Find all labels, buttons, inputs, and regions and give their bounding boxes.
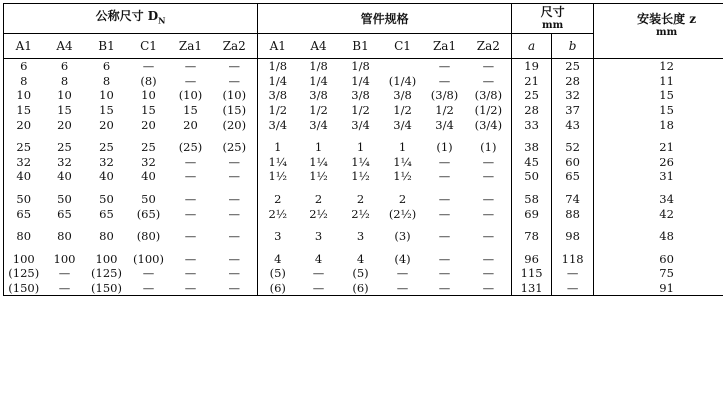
table-cell: 1½	[268, 169, 288, 184]
table-cell: 1/4	[309, 73, 328, 88]
table-row	[4, 155, 723, 170]
table-cell: —	[212, 155, 258, 170]
table-cell: 1	[398, 140, 407, 155]
table-cell: 25	[141, 140, 156, 155]
table-cell: 8	[102, 73, 111, 88]
table-cell: 1/8	[268, 59, 288, 74]
table-cell: 3/8	[268, 88, 288, 103]
table-cell: (20)	[212, 117, 258, 132]
table-row	[4, 74, 723, 89]
table-row	[4, 192, 723, 207]
table-cell: 98	[552, 229, 594, 244]
table-cell: 60	[552, 155, 594, 170]
table-cell: 2½	[309, 206, 328, 221]
table-cell: (1/4)	[388, 73, 417, 88]
table-cell: 40	[99, 169, 114, 184]
table-cell: 15	[99, 103, 114, 118]
table-cell: 19	[512, 59, 552, 74]
table-cell: —	[438, 192, 451, 207]
column-header: C1	[128, 34, 170, 59]
table-cell: 40	[4, 169, 44, 184]
table-cell: 40	[57, 169, 72, 184]
table-cell: —	[184, 169, 197, 184]
table-cell: 65	[552, 169, 594, 184]
table-cell: 25	[57, 140, 72, 155]
table-cell: 37	[552, 103, 594, 118]
table-cell: 15	[183, 103, 198, 118]
table-cell: 4	[274, 251, 282, 266]
table-cell: 20	[99, 117, 114, 132]
table-cell: 45	[512, 155, 552, 170]
table-cell: (1/2)	[466, 103, 512, 118]
table-cell: 2	[398, 192, 407, 207]
table-cell: (1)	[436, 140, 453, 155]
table-cell: 15	[57, 103, 72, 118]
table-cell: —	[466, 206, 512, 221]
column-header: Za2	[212, 34, 258, 59]
table-cell: 88	[552, 206, 594, 221]
table-cell: 25	[99, 140, 114, 155]
table-cell: 15	[141, 103, 156, 118]
table-cell: (10)	[212, 88, 258, 103]
table-cell: —	[466, 252, 512, 267]
table-cell: —	[142, 59, 155, 74]
table-cell: (6)	[340, 281, 382, 296]
table-cell: 1¼	[268, 154, 288, 169]
table-cell: —	[438, 154, 451, 169]
table-row	[4, 281, 723, 296]
table-row	[4, 140, 723, 155]
table-cell: 28	[512, 103, 552, 118]
table-cell: —	[438, 266, 451, 281]
table-cell: (5)	[352, 266, 369, 281]
table-cell: —	[184, 59, 197, 74]
table-cell: (25)	[212, 140, 258, 155]
column-header: A1	[258, 34, 298, 59]
group-spacer	[4, 132, 723, 140]
table-cell: —	[552, 266, 594, 281]
table-cell: 115	[512, 266, 552, 281]
table-row	[4, 169, 723, 184]
column-header: b	[552, 34, 594, 59]
table-row	[4, 252, 723, 267]
table-cell: 69	[512, 206, 552, 221]
table-row	[4, 266, 723, 281]
table-cell: 100	[4, 252, 44, 267]
table-cell: 38	[512, 140, 552, 155]
table-cell: —	[184, 206, 197, 221]
table-cell: 100	[53, 251, 76, 266]
table-cell: —	[466, 74, 512, 89]
column-header: C1	[382, 34, 424, 59]
table-cell: 1	[314, 140, 323, 155]
table-cell: —	[212, 266, 258, 281]
table-cell: (150)	[4, 281, 44, 296]
table-cell: —	[212, 206, 258, 221]
table-cell: —	[466, 229, 512, 244]
table-cell: 32	[99, 154, 114, 169]
table-cell: 1/2	[309, 103, 328, 118]
table-cell: —	[396, 266, 409, 281]
table-cell: 28	[552, 74, 594, 89]
table-cell: 11	[594, 74, 723, 89]
table-cell: 1/2	[435, 103, 454, 118]
table-cell: 131	[512, 281, 552, 296]
column-header: A4	[298, 34, 340, 59]
table-cell: 2	[314, 192, 323, 207]
table-cell: 3/4	[309, 117, 328, 132]
table-cell: 18	[594, 117, 723, 132]
column-header: A1	[4, 34, 44, 59]
table-cell: (4)	[394, 251, 411, 266]
table-cell: 3/8	[309, 88, 328, 103]
table-cell: —	[466, 155, 512, 170]
table-cell: (125)	[4, 266, 44, 281]
table-cell: 21	[594, 140, 723, 155]
table-cell: 3/4	[351, 117, 370, 132]
table-cell: 1	[356, 140, 365, 155]
table-cell: 1¼	[351, 154, 370, 169]
table-cell: (1)	[466, 140, 512, 155]
table-cell: (65)	[136, 206, 161, 221]
table-cell: 2½	[268, 206, 288, 221]
group-spacer	[4, 244, 723, 252]
table-cell: 118	[552, 252, 594, 267]
table-cell: —	[128, 281, 170, 296]
table-cell: 91	[594, 281, 723, 296]
table-cell: —	[44, 281, 86, 296]
table-cell: 31	[594, 169, 723, 184]
table-cell: 1¼	[309, 154, 328, 169]
table-cell: 25	[512, 88, 552, 103]
column-header: Za2	[466, 34, 512, 59]
table-cell: 1/8	[351, 59, 370, 74]
table-cell: 80	[4, 229, 44, 244]
table-cell: 60	[594, 252, 723, 267]
table-cell: 10	[99, 88, 114, 103]
table-cell: (8)	[140, 73, 157, 88]
table-cell: —	[466, 281, 512, 296]
table-cell: 6	[60, 59, 69, 74]
table-cell: 2	[274, 192, 282, 207]
table-cell: 1	[274, 140, 282, 155]
table-cell: —	[212, 169, 258, 184]
table-cell: —	[466, 169, 512, 184]
table-cell: 80	[57, 229, 72, 244]
table-cell: 50	[57, 192, 72, 207]
table-row	[4, 206, 723, 221]
table-cell: 20	[141, 117, 156, 132]
column-header: a	[512, 34, 552, 59]
table-cell: 78	[512, 229, 552, 244]
column-header: Za1	[424, 34, 466, 59]
column-header: Za1	[170, 34, 212, 59]
table-cell: 65	[4, 206, 44, 221]
table-cell: 74	[552, 192, 594, 207]
table-cell: —	[184, 266, 197, 281]
table-row	[4, 229, 723, 244]
table-cell: 8	[4, 74, 44, 89]
table-cell: (80)	[136, 229, 161, 244]
table-cell: (3)	[394, 229, 411, 244]
table-cell: 3/4	[435, 117, 454, 132]
table-cell: 2½	[351, 206, 370, 221]
column-header: A4	[44, 34, 86, 59]
table-cell: 3/8	[351, 88, 370, 103]
table-cell: (10)	[178, 88, 203, 103]
table-cell: —	[212, 192, 258, 207]
table-cell: 20	[183, 117, 198, 132]
table-cell: (3/8)	[466, 88, 512, 103]
table-cell: —	[184, 229, 197, 244]
table-cell: (6)	[258, 281, 298, 296]
table-cell: 32	[552, 88, 594, 103]
table-cell	[382, 59, 424, 74]
table-cell: 25	[552, 59, 594, 74]
table-cell: —	[212, 229, 258, 244]
table-cell: 20	[4, 117, 44, 132]
table-row	[4, 88, 723, 103]
table-cell: (25)	[178, 140, 203, 155]
table-cell: —	[438, 59, 451, 74]
table-cell: 32	[4, 155, 44, 170]
table-cell: 1½	[393, 169, 412, 184]
dimension-table	[3, 3, 723, 296]
table-cell: 10	[4, 88, 44, 103]
table-cell: 1/2	[268, 103, 288, 118]
table-cell: 10	[57, 88, 72, 103]
table-cell: 75	[594, 266, 723, 281]
table-cell: —	[312, 266, 325, 281]
table-cell: 6	[102, 59, 111, 74]
table-cell: 40	[141, 169, 156, 184]
nominal-size-header: 公称尺寸 $D_N$	[4, 4, 258, 34]
table-cell: 33	[512, 117, 552, 132]
table-cell: 65	[57, 206, 72, 221]
table-cell: 1/2	[393, 103, 412, 118]
table-cell: 1/4	[268, 73, 288, 88]
table-cell: 1/8	[309, 59, 328, 74]
table-cell: —	[184, 251, 197, 266]
table-cell: 42	[594, 206, 723, 221]
table-cell: (5)	[269, 266, 286, 281]
dimension-header: 尺寸 mm	[512, 4, 594, 34]
table-cell: 3	[356, 229, 365, 244]
table-cell: 2	[356, 192, 365, 207]
table-cell: —	[184, 73, 197, 88]
table-cell: —	[212, 252, 258, 267]
table-cell: 15	[4, 103, 44, 118]
table-cell: —	[438, 206, 451, 221]
table-cell: (3/4)	[466, 117, 512, 132]
group-spacer	[4, 221, 723, 229]
table-cell: 1/4	[351, 73, 370, 88]
table-cell: —	[552, 281, 594, 296]
table-cell: 26	[594, 155, 723, 170]
table-cell: —	[170, 281, 212, 296]
table-cell: 50	[141, 192, 156, 207]
group-spacer	[4, 184, 723, 192]
table-cell: 100	[95, 251, 118, 266]
table-cell: 3/4	[268, 117, 288, 132]
table-cell: 65	[99, 206, 114, 221]
table-cell: 15	[594, 88, 723, 103]
table-cell: 32	[57, 154, 72, 169]
table-cell: 34	[594, 192, 723, 207]
table-cell: 1/2	[351, 103, 370, 118]
table-cell: —	[438, 73, 451, 88]
table-cell: 3/8	[393, 88, 412, 103]
table-row	[4, 59, 723, 74]
column-header: B1	[340, 34, 382, 59]
table-cell: 58	[512, 192, 552, 207]
table-cell: 10	[141, 88, 156, 103]
table-cell: (3/8)	[430, 88, 459, 103]
table-cell: 32	[141, 154, 156, 169]
table-cell: 4	[314, 251, 323, 266]
table-cell: —	[212, 281, 258, 296]
table-cell: 1¼	[393, 154, 412, 169]
table-cell: 50	[4, 192, 44, 207]
table-cell: —	[298, 281, 340, 296]
table-cell: (100)	[133, 251, 164, 266]
table-cell: 43	[552, 117, 594, 132]
table-cell: —	[466, 192, 512, 207]
table-row	[4, 103, 723, 118]
table-cell: 6	[4, 59, 44, 74]
table-cell: —	[58, 266, 71, 281]
table-cell: —	[466, 266, 512, 281]
table-cell: 50	[99, 192, 114, 207]
table-cell: 12	[594, 59, 723, 74]
table-cell: 3	[314, 229, 323, 244]
table-cell: 20	[57, 117, 72, 132]
table-cell: 3/4	[393, 117, 412, 132]
table-cell: 80	[99, 229, 114, 244]
table-row	[4, 117, 723, 132]
table-cell: —	[382, 281, 424, 296]
table-cell: 1½	[309, 169, 328, 184]
table-cell: 3	[274, 229, 282, 244]
table-cell: —	[438, 169, 451, 184]
table-cell: 52	[552, 140, 594, 155]
table-cell: 4	[356, 251, 365, 266]
table-cell: —	[424, 281, 466, 296]
table-cell: 48	[594, 229, 723, 244]
table-cell: —	[142, 266, 155, 281]
table-cell: (2½)	[388, 206, 417, 221]
table-cell: —	[184, 192, 197, 207]
table-cell: (150)	[86, 281, 128, 296]
table-cell: 50	[512, 169, 552, 184]
table-cell: —	[438, 251, 451, 266]
table-cell: —	[438, 229, 451, 244]
table-cell: —	[466, 59, 512, 74]
install-length-header: 安装长度 z mm	[594, 4, 723, 59]
table-cell: 96	[512, 252, 552, 267]
table-cell: (15)	[212, 103, 258, 118]
table-cell: 25	[4, 140, 44, 155]
table-cell: 21	[512, 74, 552, 89]
table-cell: —	[212, 74, 258, 89]
table-cell: 15	[594, 103, 723, 118]
table-cell: —	[212, 59, 258, 74]
table-cell: —	[184, 154, 197, 169]
fitting-spec-header: 管件规格	[258, 4, 512, 34]
table-cell: (125)	[91, 266, 122, 281]
column-header: B1	[86, 34, 128, 59]
table-cell: 8	[60, 73, 69, 88]
table-cell: 1½	[351, 169, 370, 184]
